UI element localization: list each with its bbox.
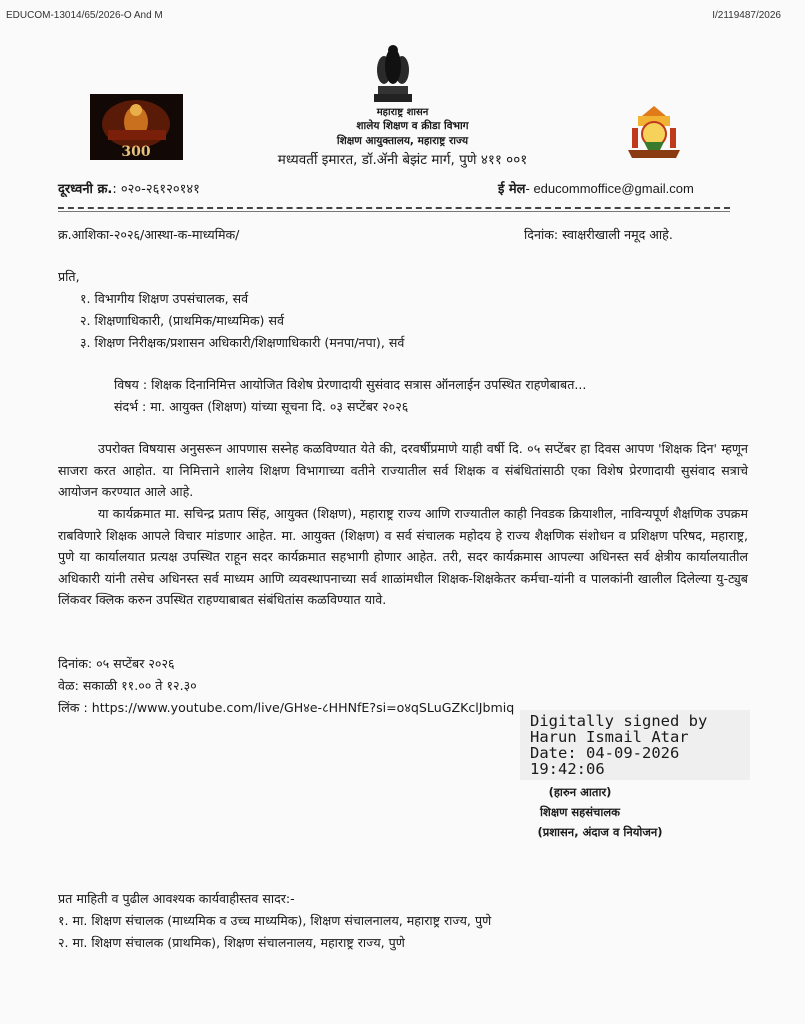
signature-line-2: Harun Ismail Atar bbox=[530, 728, 689, 746]
copy-heading: प्रत माहिती व पुढील आवश्यक कार्यवाहीस्तव सादर:- bbox=[58, 891, 295, 906]
signature-line-1: Digitally signed by bbox=[530, 712, 708, 730]
state-emblem-icon bbox=[370, 42, 416, 104]
salutation: प्रति, bbox=[58, 269, 80, 284]
email-label: ई मेल bbox=[498, 182, 526, 197]
link-label: लिंक : bbox=[58, 700, 92, 715]
letter-date: दिनांक: स्वाक्षरीखाली नमूद आहे. bbox=[524, 227, 673, 242]
reference-line: संदर्भ : मा. आयुक्त (शिक्षण) यांच्या सूचना दि. ०३ सप्टेंबर २०२६ bbox=[114, 399, 409, 414]
office-name: शिक्षण आयुक्तालय, महाराष्ट्र राज्य bbox=[336, 135, 469, 147]
body-paragraph-1 bbox=[58, 438, 748, 503]
recipient-item: २. शिक्षणाधिकारी, (प्राथमिक/माध्यमिक) सर्व bbox=[80, 313, 284, 328]
email-line bbox=[498, 179, 694, 197]
body-text-2: या कार्यक्रमात मा. सचिन्द्र प्रताप सिंह, आयुक्त (शिक्षण), महाराष्ट्र राज्य आणि राज्यातील काही निवडक क्रियाशील, नाविन्यपूर्ण शैक्षणिक उपक्रम राबविणारे शिक्षक आपले विचार मांडणार आहेत. मा. आयुक्त (शिक्षण) व सर्व संचालक महोदय हे राज्य शैक्षणिक संशोधन व प्रशिक्षण परिषद, महाराष्ट्र, पुणे या कार्यालयात प्रत्यक्ष उपस्थित राहून सदर कार्यक्रमात सहभागी होणार आहेत. तरी, सदर कार्यक्रमास आपल्या अधिनस्त सर्व क्षेत्रीय कार्यालयातील अधिकारी यांनी तसेच अधिनस्त सर्व माध्यम आणि व्यवस्थापनाच्या सर्व शाळांमधील शिक्षक-शिक्षकेतर कर्मचा-यांनी व पालकांनी खालील दिलेल्या यु-ट्युब लिंकवर क्लिक करुन उपस्थित राहण्याबाबत संबंधितांस कळविण्यात यावे. bbox=[58, 506, 748, 607]
recipient-item: १. विभागीय शिक्षण उपसंचालक, सर्व bbox=[80, 291, 249, 306]
signature-time: 19:42:06 bbox=[530, 760, 605, 778]
recipient-item: ३. शिक्षण निरीक्षक/प्रशासन अधिकारी/शिक्षणाधिकारी (मनपा/नपा), सर्व bbox=[80, 335, 405, 350]
government-name: महाराष्ट्र शासन bbox=[376, 107, 429, 118]
inward-number: I/2119487/2026 bbox=[712, 10, 781, 21]
event-link-line bbox=[58, 699, 514, 717]
phone-number: : ०२०-२६१२०१४१ bbox=[112, 182, 200, 197]
event-time: वेळ: सकाळी ११.०० ते १२.३० bbox=[58, 678, 197, 693]
phone-label: दूरध्वनी क्र. bbox=[58, 182, 113, 197]
body-paragraph-2 bbox=[58, 503, 748, 611]
signature-date: Date: 04-09-2026 bbox=[530, 744, 680, 762]
email-address: - educommoffice@gmail.com bbox=[525, 181, 694, 196]
officer-designation: शिक्षण सहसंचालक bbox=[540, 805, 620, 819]
subject-line: विषय : शिक्षक दिनानिमित्त आयोजित विशेष प्रेरणादायी सुसंवाद सत्रास ऑनलाईन उपस्थित राहणेबाबत... bbox=[114, 377, 587, 392]
youtube-link[interactable]: https://www.youtube.com/live/GH४e-८HHNfE?si=o४qSLuGZKclJbmiq bbox=[91, 700, 515, 715]
header-divider-line bbox=[58, 211, 730, 212]
copy-item: २. मा. शिक्षण संचालक (प्राथमिक), शिक्षण संचालनालय, महाराष्ट्र राज्य, पुणे bbox=[58, 935, 405, 950]
office-address: मध्यवर्ती इमारत, डॉ.ॲनी बेझंट मार्ग, पुणे ४११ ००१ bbox=[277, 152, 528, 168]
header-divider bbox=[58, 207, 730, 209]
phone-line bbox=[58, 179, 200, 197]
svg-text:300: 300 bbox=[121, 144, 151, 160]
officer-section: (प्रशासन, अंदाज व नियोजन) bbox=[537, 825, 663, 839]
department-name: शालेय शिक्षण व क्रीडा विभाग bbox=[356, 120, 469, 132]
officer-name: (हारुन आतार) bbox=[548, 785, 612, 799]
reference-number: क्र.आशिका-२०२६/आस्था-क-माध्यमिक/ bbox=[58, 227, 240, 242]
file-reference: EDUCOM-13014/65/2026-O And M bbox=[6, 10, 163, 21]
event-date: दिनांक: ०५ सप्टेंबर २०२६ bbox=[58, 656, 175, 671]
body-text-1: उपरोक्त विषयास अनुसरून आपणास सस्नेह कळविण्यात येते की, दरवर्षीप्रमाणे याही वर्षी दि. ०५ सप्टेंबर हा दिवस आपण 'शिक्षक दिन' म्हणून साजरा करत आहोत. या निमित्ताने शालेय शिक्षण विभागाच्या वतीने राज्यातील सर्व शिक्षक व संबंधितांसाठी एका विशेष प्रेरणादायी सुसंवाद सत्राचे आयोजन करण्यात आले आहे. bbox=[58, 441, 748, 499]
copy-item: १. मा. शिक्षण संचालक (माध्यमिक व उच्च माध्यमिक), शिक्षण संचालनालय, महाराष्ट्र राज्य, पुणे bbox=[58, 913, 492, 928]
